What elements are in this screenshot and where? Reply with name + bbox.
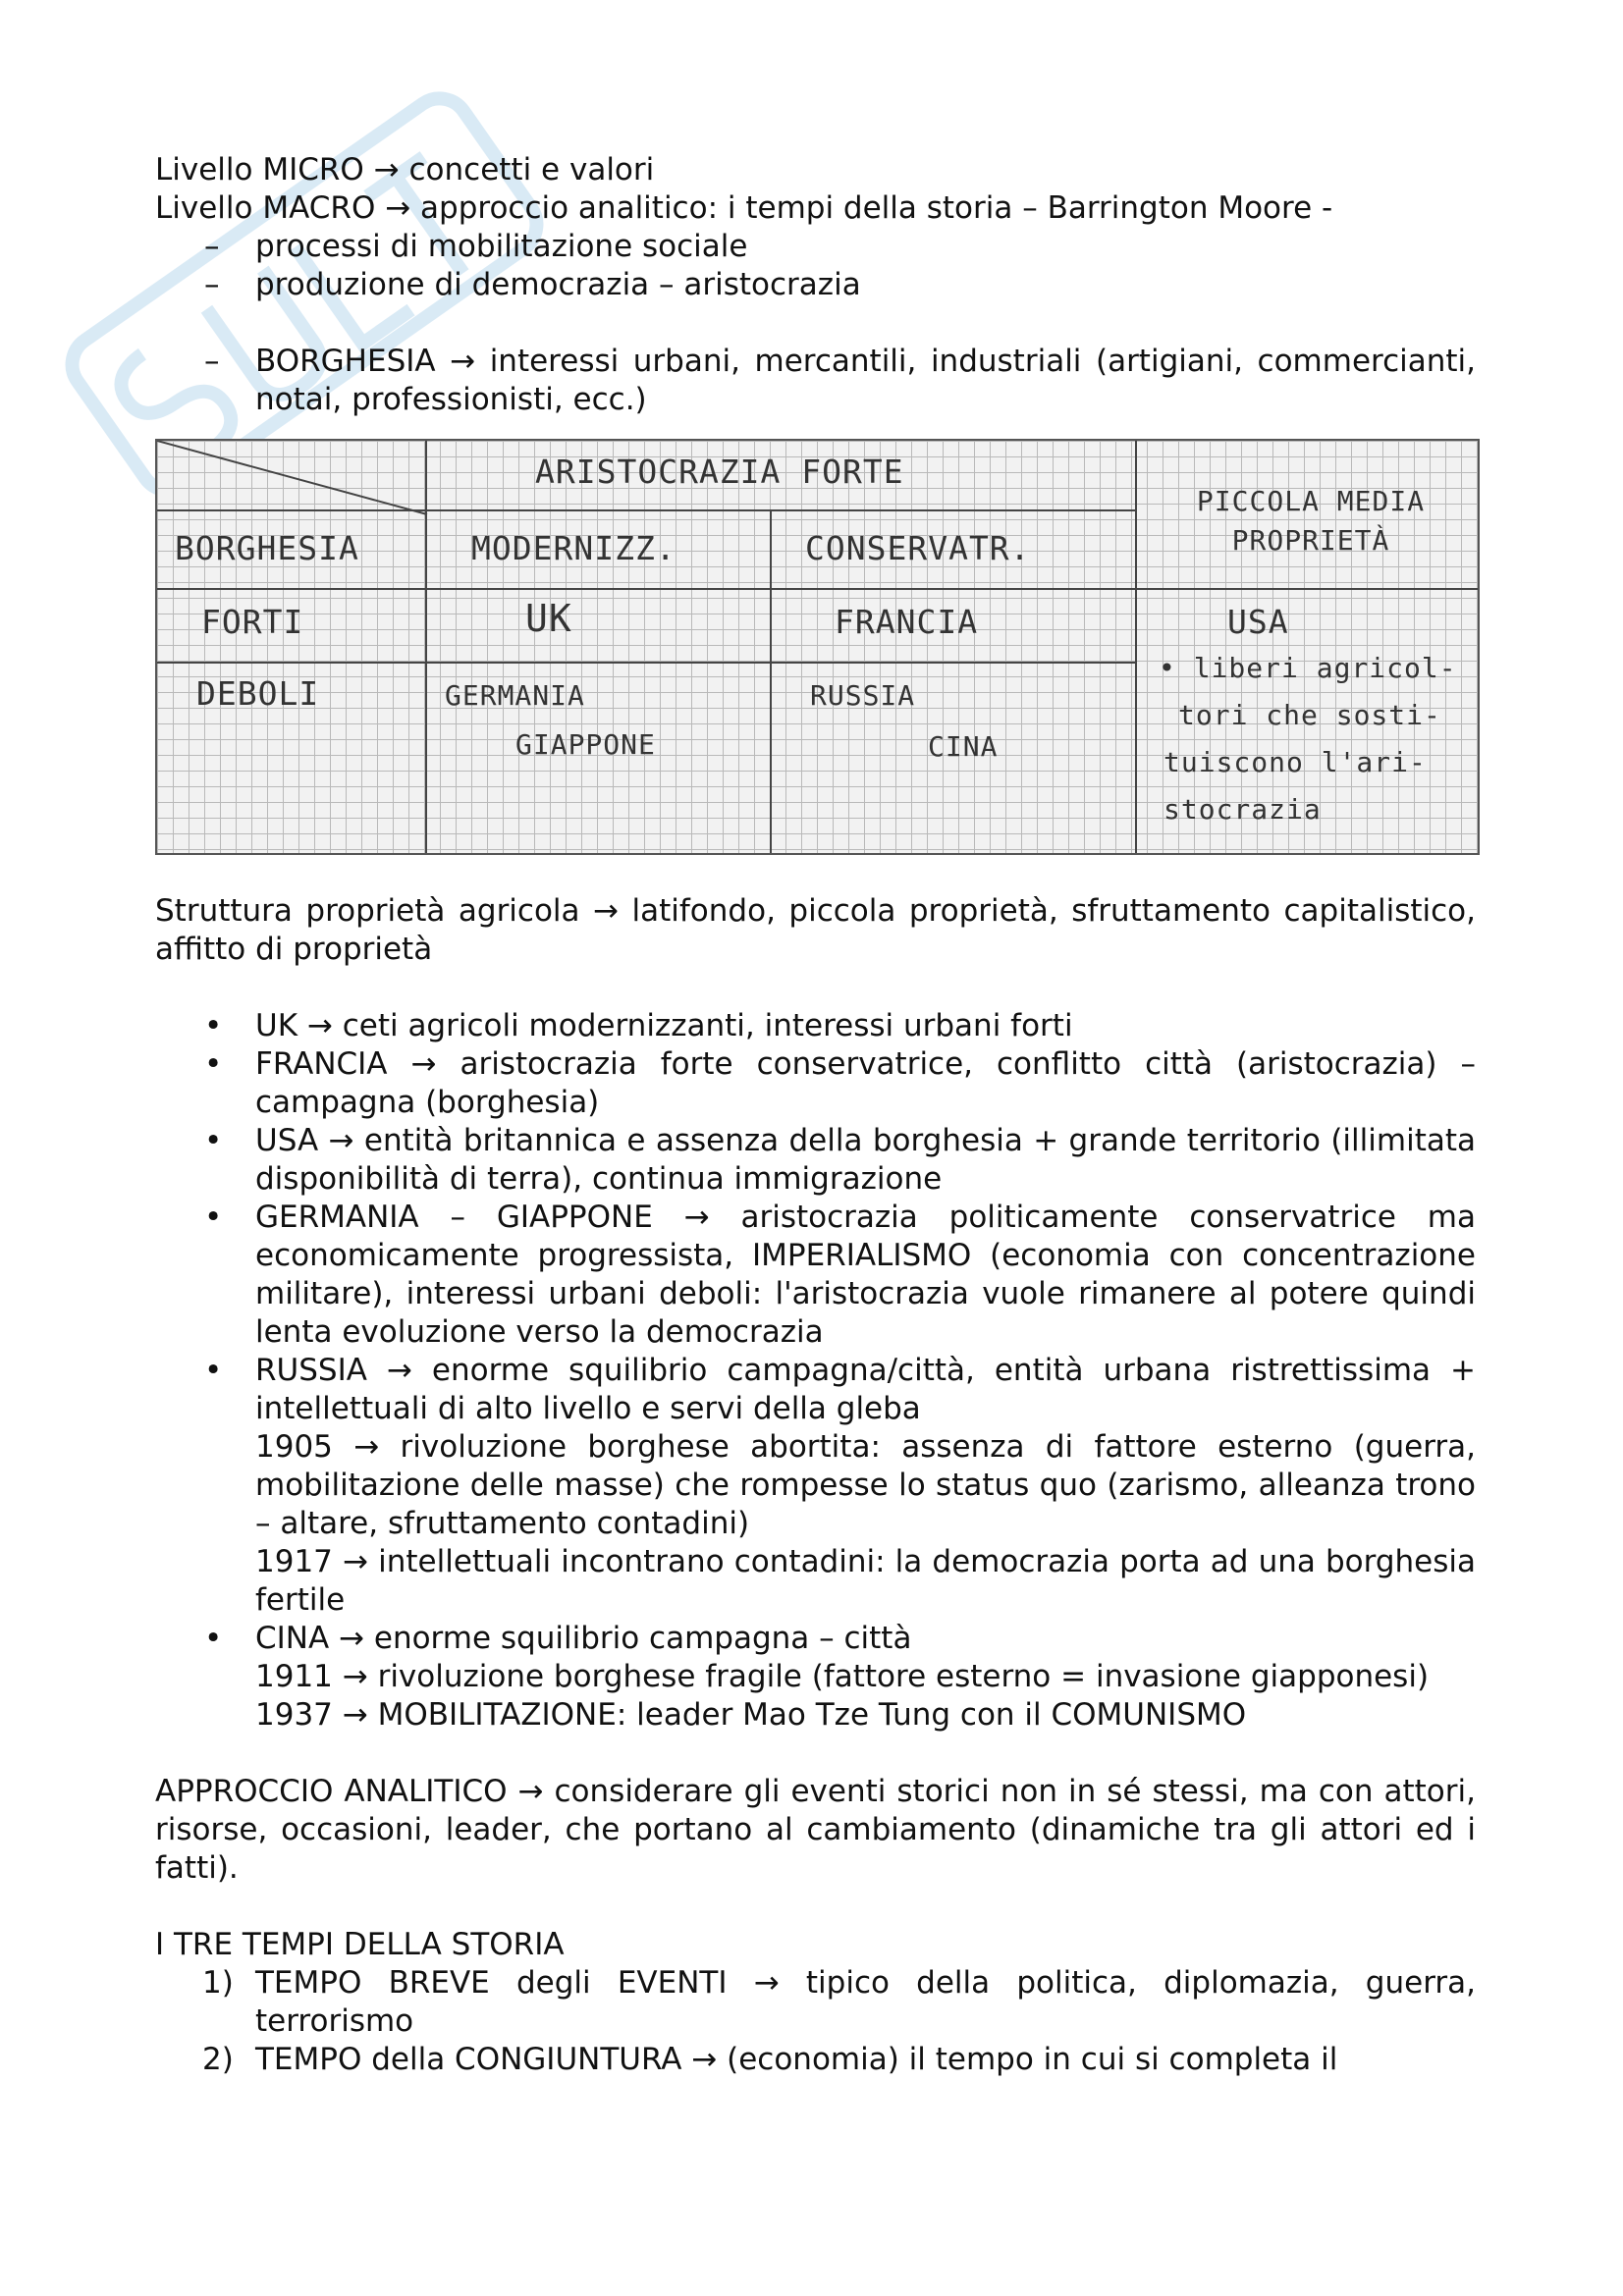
list-item-text: GERMANIA – GIAPPONE → aristocrazia politicamente conservatrice ma economicamente progressista, IMPERIALISMO (economia con concentrazione militare), interessi urbani deboli: l'aristocrazia vuole rimanere al potere quindi lenta evoluzione verso la democrazia	[255, 1200, 1476, 1350]
bullet-marker: •	[204, 1200, 223, 1235]
sub-item-1937: 1937 → MOBILITAZIONE: leader Mao Tze Tung con il COMUNISMO	[255, 1697, 1247, 1733]
usa-note-line: tori che sosti-	[1178, 699, 1441, 731]
countries-list	[155, 1007, 1476, 1735]
list-item	[155, 1007, 1476, 1045]
list-item-text: RUSSIA → enorme squilibrio campagna/città, entità urbana ristrettissima + intellettuali di alto livello e servi della gleba	[255, 1353, 1476, 1426]
struttura-paragraph: Struttura proprietà agricola → latifondo, piccola proprietà, sfruttamento capitalistico, affitto di proprietà	[155, 893, 1476, 967]
list-item	[155, 1045, 1476, 1122]
bullet-marker: •	[204, 1353, 223, 1388]
handwritten-table	[155, 439, 1480, 855]
list-item-text: TEMPO della CONGIUNTURA → (economia) il tempo in cui si completa il	[255, 2042, 1338, 2077]
tempi-title: I TRE TEMPI DELLA STORIA	[155, 1927, 565, 1962]
list-item	[155, 2041, 1476, 2079]
list-item-text: UK → ceti agricoli modernizzanti, interessi urbani forti	[255, 1008, 1073, 1043]
list-item-text: processi di mobilitazione sociale	[255, 229, 748, 264]
list-item	[155, 1199, 1476, 1352]
cell-russia: RUSSIA	[810, 679, 916, 712]
document-page	[155, 151, 1476, 2079]
cell-usa: USA	[1227, 603, 1289, 641]
list-item-text: FRANCIA → aristocrazia forte conservatrice, conflitto città (aristocrazia) – campagna (borghesia)	[255, 1046, 1476, 1120]
bullet-marker: •	[204, 1046, 223, 1082]
list-item	[155, 228, 1476, 266]
cell-giappone: GIAPPONE	[515, 728, 656, 761]
macro-line: Livello MACRO → approccio analitico: i tempi della storia – Barrington Moore -	[155, 190, 1333, 226]
usa-note-line: • liberi agricol-	[1159, 652, 1457, 684]
header-piccola-media-proprieta: PICCOLA MEDIA PROPRIETÀ	[1196, 485, 1426, 557]
sub-item-1905: 1905 → rivoluzione borghese abortita: assenza di fattore esterno (guerra, mobilitazione delle masse) che rompesse lo status quo (zarismo, alleanza trono – altare, sfruttamento contadini)	[255, 1429, 1476, 1541]
list-item-text: TEMPO BREVE degli EVENTI → tipico della politica, diplomazia, guerra, terrorismo	[255, 1965, 1476, 2039]
list-item	[155, 1122, 1476, 1199]
list-item	[155, 1620, 1476, 1735]
row-forti: FORTI	[201, 603, 304, 641]
cell-uk: UK	[525, 597, 572, 640]
sub-item-1911: 1911 → rivoluzione borghese fragile (fattore esterno = invasione giapponesi)	[255, 1659, 1430, 1694]
sub-item-1917: 1917 → intellettuali incontrano contadini: la democrazia porta ad una borghesia fertile	[255, 1544, 1476, 1618]
dash-marker: –	[204, 344, 220, 379]
dash-marker: –	[204, 267, 220, 302]
number-marker: 1)	[202, 1965, 234, 2001]
cell-cina: CINA	[928, 730, 999, 763]
list-item-text: BORGHESIA → interessi urbani, mercantili, industriali (artigiani, commercianti, notai, professionisti, ecc.)	[255, 344, 1476, 417]
bullet-marker: •	[204, 1123, 223, 1158]
list-item-text: USA → entità britannica e assenza della borghesia + grande territorio (illimitata disponibilità di terra), continua immigrazione	[255, 1123, 1476, 1197]
dash-list	[155, 228, 1476, 304]
header-aristocrazia-forte: ARISTOCRAZIA FORTE	[535, 453, 904, 491]
cell-francia: FRANCIA	[835, 603, 979, 641]
row-deboli: DEBOLI	[196, 674, 320, 713]
usa-note-line: tuiscono l'ari-	[1163, 746, 1427, 778]
cell-germania: GERMANIA	[445, 679, 585, 712]
header-borghesia: BORGHESIA	[175, 529, 359, 567]
micro-line: Livello MICRO → concetti e valori	[155, 152, 655, 187]
header-modernizz: MODERNIZZ.	[471, 529, 676, 567]
borghesia-list	[155, 343, 1476, 419]
bullet-marker: •	[204, 1008, 223, 1043]
list-item-text: produzione di democrazia – aristocrazia	[255, 267, 861, 302]
list-item	[155, 266, 1476, 304]
list-item	[155, 343, 1476, 419]
number-marker: 2)	[202, 2042, 234, 2077]
header-conservatr: CONSERVATR.	[805, 529, 1031, 567]
list-item-text: CINA → enorme squilibrio campagna – città	[255, 1621, 912, 1656]
usa-note-line: stocrazia	[1163, 793, 1322, 826]
bullet-marker: •	[204, 1621, 223, 1656]
approccio-paragraph: APPROCCIO ANALITICO → considerare gli eventi storici non in sé stessi, ma con attori, risorse, occasioni, leader, che portano al cambiamento (dinamiche tra gli attori ed i fatti).	[155, 1774, 1476, 1886]
tempi-list	[155, 1964, 1476, 2079]
dash-marker: –	[204, 229, 220, 264]
list-item	[155, 1352, 1476, 1620]
list-item	[155, 1964, 1476, 2041]
